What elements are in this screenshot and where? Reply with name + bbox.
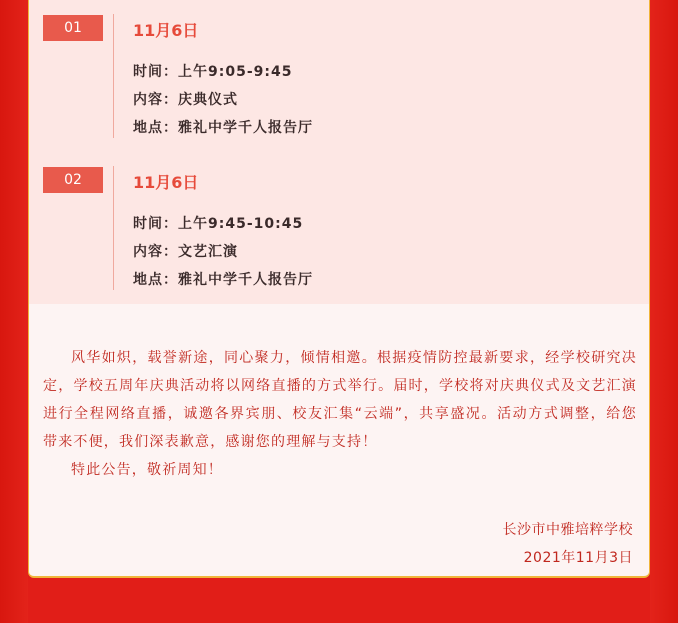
entry-content: 内容：庆典仪式: [133, 92, 238, 108]
notice-paragraph: 风华如炽，载誉新途，同心聚力，倾情相邀。根据疫情防控最新要求，经学校研究决定，学校五周年庆典活动将以网络直播的方式举行。届时，学校将对庆典仪式及文艺汇演进行全程网络直播，诚邀各界宾朋、校友汇集“云端”，共享盛况。活动方式调整，给您带来不便，我们深表歉意，感谢您的理解与支持！: [43, 350, 637, 450]
entry-number-badge: 01: [43, 15, 103, 41]
left-frame-border: [0, 0, 28, 623]
school-name: 长沙市中雅培粹学校: [502, 522, 633, 538]
schedule-panel: [29, 0, 649, 304]
notice-card: [28, 0, 650, 578]
entry-content: 内容：文艺汇演: [133, 244, 238, 260]
signature-block: [503, 516, 634, 572]
entry-number-badge: 02: [43, 167, 103, 193]
entry-time: 时间：上午9:45-10:45: [133, 216, 304, 232]
timeline-divider: [113, 14, 114, 138]
right-frame-border: [650, 0, 678, 623]
entry-date: 11月6日: [133, 173, 199, 192]
notice-closing: 特此公告，敬祈周知！: [71, 462, 223, 478]
entry-time: 时间：上午9:05-9:45: [133, 64, 293, 80]
entry-place: 地点：雅礼中学千人报告厅: [133, 272, 313, 288]
entry-date: 11月6日: [133, 21, 199, 40]
timeline-divider: [113, 166, 114, 290]
schedule-entry-1: [29, 10, 649, 140]
schedule-entry-2: [29, 162, 649, 292]
entry-place: 地点：雅礼中学千人报告厅: [133, 120, 313, 136]
notice-date: 2021年11月3日: [523, 550, 633, 566]
notice-body: [43, 344, 637, 484]
